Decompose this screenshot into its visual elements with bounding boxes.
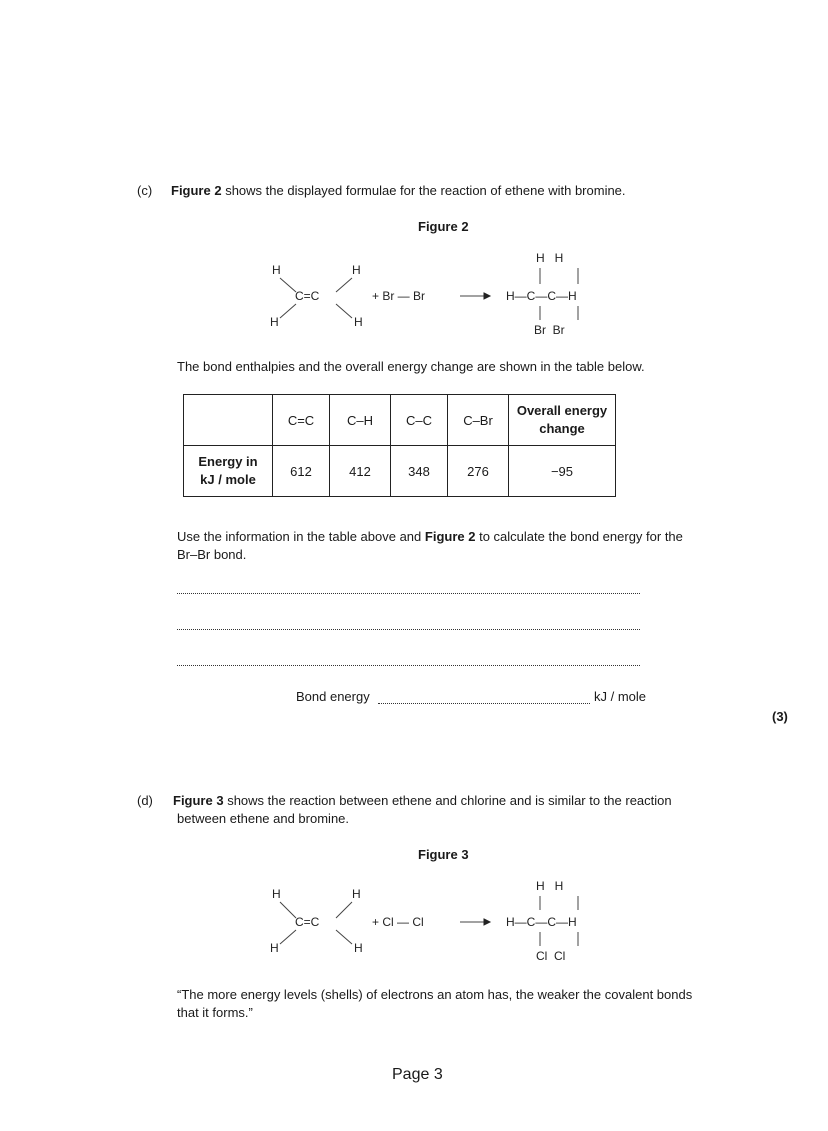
fig2-product-top: H H [536,251,564,265]
figure-3-title: Figure 3 [418,847,469,862]
bond-enthalpy-table [183,394,616,497]
fig3-product-top: H H [536,879,564,893]
table-intro: The bond enthalpies and the overall energy change are shown in the table below. [177,359,645,374]
working-line-2[interactable] [177,629,640,630]
table-header-cc-single: C–C [391,395,448,446]
fig2-h-bottom-right: H [354,315,363,329]
page-number: Page 3 [392,1066,443,1083]
answer-label: Bond energy [296,689,370,704]
marks: (3) [772,709,788,724]
figure-3-diagram [250,876,630,971]
table-header-blank [184,395,273,446]
table-header-cbr: C–Br [448,395,509,446]
part-d-label: (d) [137,793,153,808]
fig2-h-top-left: H [272,263,281,277]
part-c-label: (c) [137,183,153,198]
quote-line1: “The more energy levels (shells) of electrons an atom has, the weaker the covalent bonds [177,987,693,1002]
fig2-reagent: + Br — Br [372,289,426,303]
row-label-line1: Energy in [198,454,258,469]
value-cc-single: 348 [391,446,448,497]
working-line-1[interactable] [177,593,640,594]
part-c-intro-text: shows the displayed formulae for the reaction of ethene with bromine. [221,183,626,198]
value-cc-double: 612 [273,446,330,497]
figure-2-ref: Figure 2 [171,183,222,198]
fig3-cc: C=C [295,915,320,929]
answer-unit: kJ / mole [594,689,647,704]
fig2-cc: C=C [295,289,320,303]
value-cbr: 276 [448,446,509,497]
quote-line2: that it forms.” [177,1005,253,1020]
fig3-reagent: + Cl — Cl [372,915,424,929]
value-overall: −95 [509,446,616,497]
fig2-product-mid: H—C—C—H [506,289,577,303]
part-d-intro-text: shows the reaction between ethene and chlorine and is similar to the reaction [223,793,672,808]
figure-3-ref: Figure 3 [173,793,224,808]
fig2-product-bottom: Br Br [534,323,565,337]
table-header-cc-double: C=C [273,395,330,446]
fig3-product-mid: H—C—C—H [506,915,577,929]
question-text [177,528,757,564]
question-line1-pre: Use the information in the table above and [177,529,425,544]
figure-2-title: Figure 2 [418,219,469,234]
question-figure-ref: Figure 2 [424,529,476,544]
fig3-h-bottom-right: H [354,941,363,955]
fig2-h-top-right: H [352,263,361,277]
table-header-overall: Overall energy change [509,395,616,446]
part-d-intro [173,792,773,810]
part-c-intro [171,182,626,200]
fig3-product-bottom: Cl Cl [536,949,566,963]
table-row-label [184,446,273,497]
figure-2-diagram [250,248,630,343]
value-ch: 412 [330,446,391,497]
table-header-ch: C–H [330,395,391,446]
answer-line[interactable] [378,703,590,704]
row-label-line2: kJ / mole [200,472,256,487]
fig3-h-top-right: H [352,887,361,901]
question-line1-post: to calculate the bond energy for the [475,529,683,544]
quote [177,986,777,1022]
fig3-h-bottom-left: H [270,941,279,955]
fig2-h-bottom-left: H [270,315,279,329]
question-line2: Br–Br bond. [177,547,247,562]
fig3-h-top-left: H [272,887,281,901]
working-line-3[interactable] [177,665,640,666]
part-d-intro-line2: between ethene and bromine. [177,811,350,826]
